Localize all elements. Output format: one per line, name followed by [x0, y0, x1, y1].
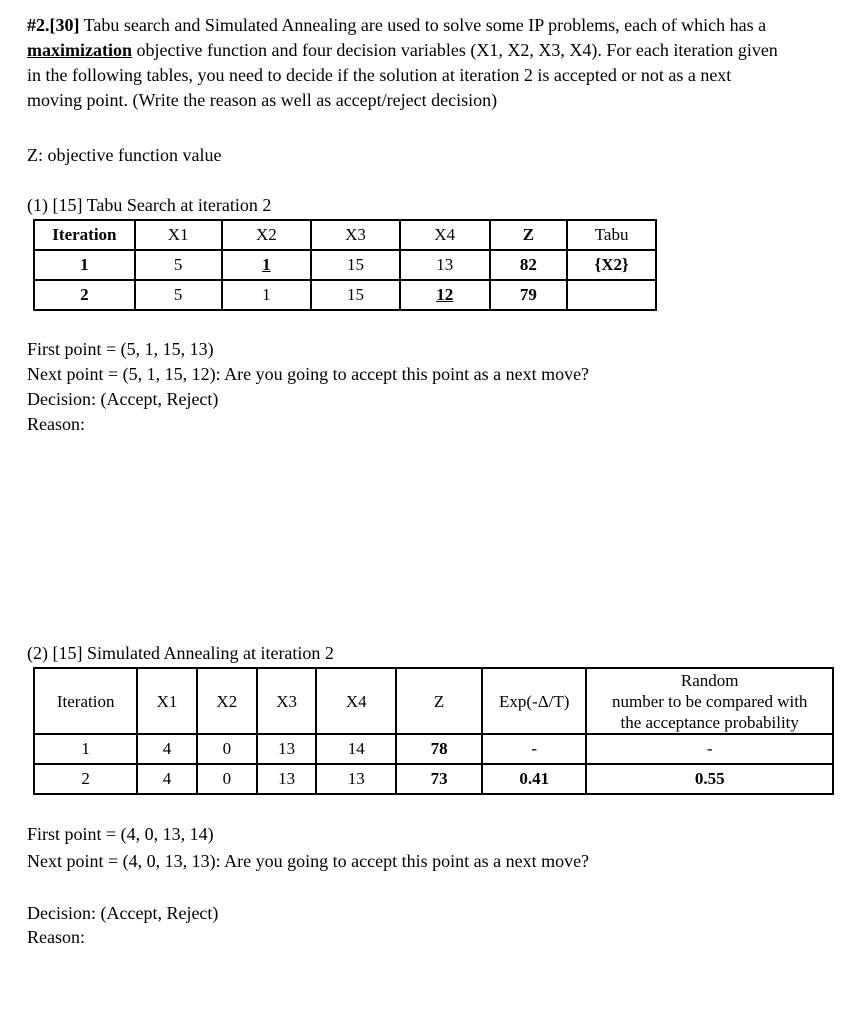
table-row: [34, 250, 656, 280]
cell-x4: 13: [400, 250, 490, 280]
cell-z: 82: [490, 250, 568, 280]
cell-exp: -: [482, 734, 586, 764]
header-x1: X1: [137, 668, 196, 734]
cell-tabu: [567, 280, 656, 310]
tabu-next-point: Next point = (5, 1, 15, 12): Are you going to accept this point as a next move?: [27, 364, 590, 384]
cell-x2: 0: [197, 734, 257, 764]
header-x3: X3: [311, 220, 400, 250]
cell-exp: 0.41: [482, 764, 586, 794]
header-random: Random number to be compared with the acceptance probability: [586, 668, 833, 734]
cell-iteration: 1: [34, 734, 137, 764]
cell-x4: 14: [316, 734, 396, 764]
table-row: [34, 734, 833, 764]
header-iteration: Iteration: [34, 668, 137, 734]
header-x4: X4: [316, 668, 396, 734]
tabu-reason: Reason:: [27, 414, 85, 434]
header-x4: X4: [400, 220, 490, 250]
cell-x1: 4: [137, 734, 196, 764]
header-x2: X2: [222, 220, 312, 250]
header-z: Z: [396, 668, 482, 734]
maximization-keyword: maximization: [27, 40, 132, 60]
table-row: [34, 764, 833, 794]
z-definition: Z: objective function value: [27, 145, 222, 165]
sa-reason: Reason:: [27, 927, 85, 947]
sa-first-point: First point = (4, 0, 13, 14): [27, 824, 214, 844]
tabu-table: [33, 219, 657, 311]
cell-x2: 1: [222, 280, 312, 310]
sa-next-point: Next point = (4, 0, 13, 13): Are you going to accept this point as a next move?: [27, 851, 590, 871]
cell-iteration: 2: [34, 280, 135, 310]
header-z: Z: [490, 220, 568, 250]
cell-z: 73: [396, 764, 482, 794]
header-x3: X3: [257, 668, 316, 734]
sa-decision: Decision: (Accept, Reject): [27, 903, 219, 923]
cell-x4: 13: [316, 764, 396, 794]
table-header-row: [34, 668, 833, 734]
table-row: [34, 280, 656, 310]
header-tabu: Tabu: [567, 220, 656, 250]
sa-caption: (2) [15] Simulated Annealing at iteration 2: [27, 643, 334, 663]
cell-x1: 5: [135, 250, 222, 280]
problem-statement: #2.[30] Tabu search and Simulated Annealing are used to solve some IP problems, each of which has a maximization objective function and four decision variables (X1, X2, X3, X4). For each iteration given in the following tables, you need to decide if the solution at iteration 2 is accepted or not as a next moving point. (Write the reason as well as accept/reject decision): [27, 15, 778, 110]
cell-x2: 1: [222, 250, 312, 280]
header-iteration: Iteration: [34, 220, 135, 250]
cell-x2: 0: [197, 764, 257, 794]
cell-x1: 5: [135, 280, 222, 310]
header-x1: X1: [135, 220, 222, 250]
cell-x3: 13: [257, 734, 316, 764]
cell-tabu: {X2}: [567, 250, 656, 280]
cell-iteration: 2: [34, 764, 137, 794]
tabu-first-point: First point = (5, 1, 15, 13): [27, 339, 214, 359]
cell-x3: 13: [257, 764, 316, 794]
sa-table: [33, 667, 834, 795]
cell-x4: 12: [400, 280, 490, 310]
cell-iteration: 1: [34, 250, 135, 280]
tabu-caption: (1) [15] Tabu Search at iteration 2: [27, 195, 272, 215]
cell-z: 78: [396, 734, 482, 764]
cell-random: -: [586, 734, 833, 764]
cell-x3: 15: [311, 250, 400, 280]
table-header-row: [34, 220, 656, 250]
cell-z: 79: [490, 280, 568, 310]
cell-x3: 15: [311, 280, 400, 310]
header-exp: Exp(-Δ/T): [482, 668, 586, 734]
header-x2: X2: [197, 668, 257, 734]
cell-random: 0.55: [586, 764, 833, 794]
cell-x1: 4: [137, 764, 196, 794]
problem-label: #2.[30]: [27, 15, 80, 35]
tabu-decision: Decision: (Accept, Reject): [27, 389, 219, 409]
